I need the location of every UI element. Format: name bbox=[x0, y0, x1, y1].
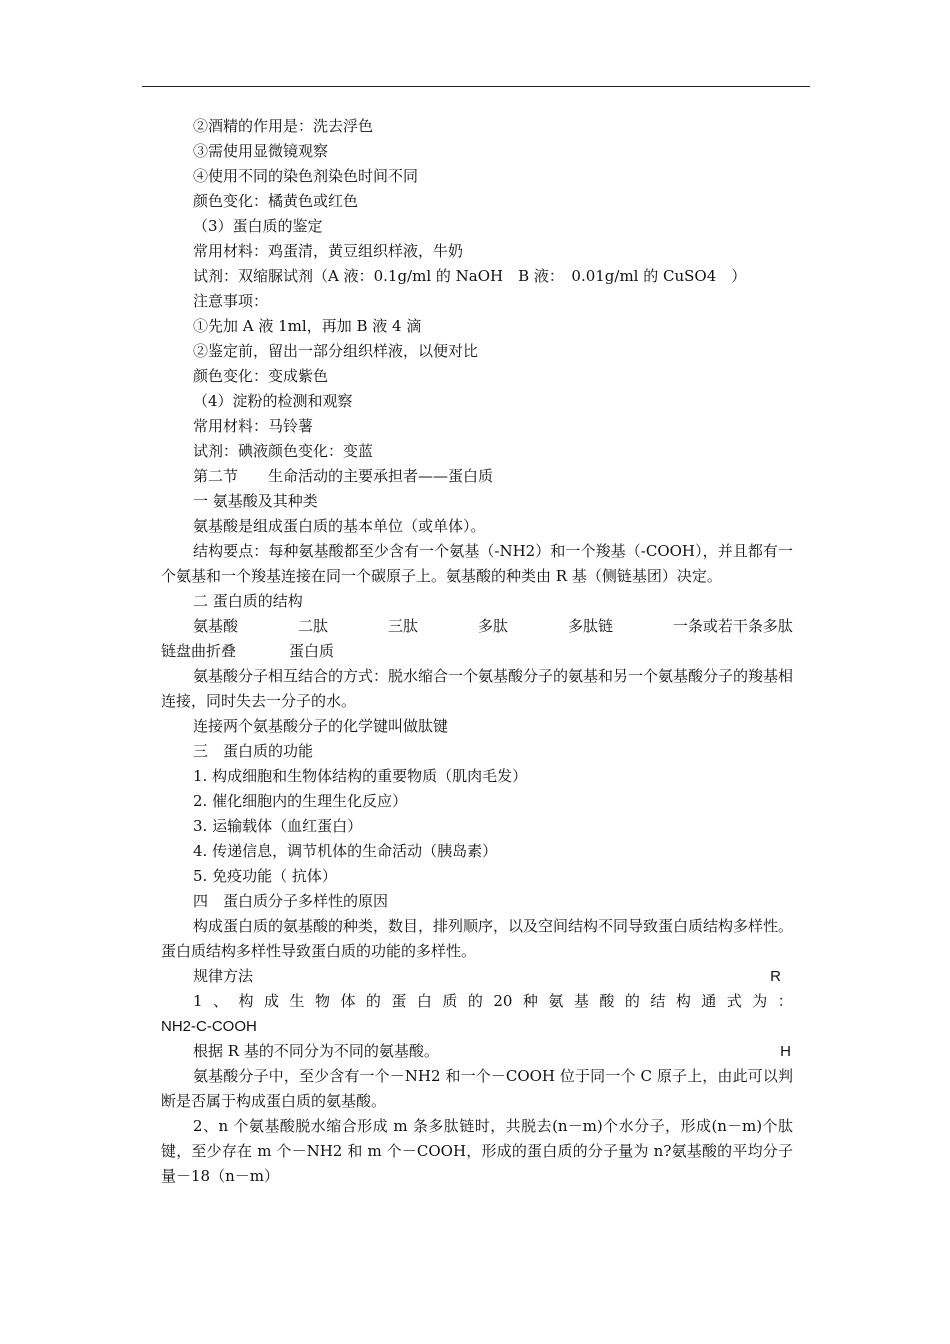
chain-item: 蛋白质 bbox=[289, 642, 335, 660]
rule-1-token: 1 bbox=[193, 992, 203, 1010]
text-line: ②鉴定前，留出一部分组织样液，以便对比 bbox=[193, 342, 479, 360]
document-body bbox=[161, 114, 793, 1189]
chain-item: 多肽链 bbox=[567, 617, 613, 635]
rule-1-token: 的 bbox=[624, 992, 640, 1010]
text-line: 常用材料：鸡蛋清，黄豆组织样液，牛奶 bbox=[193, 242, 464, 260]
rule-1-token: 质 bbox=[442, 992, 458, 1010]
rule-heading-row bbox=[161, 964, 793, 989]
section-heading: 四 蛋白质分子多样性的原因 bbox=[193, 892, 389, 910]
rule-1-token: 氨 bbox=[548, 992, 564, 1010]
list-item: 5. 免疫功能（ 抗体） bbox=[193, 867, 337, 885]
chapter-heading: 第二节 生命活动的主要承担者——蛋白质 bbox=[193, 467, 494, 485]
chain-item: 三肽 bbox=[387, 617, 418, 635]
formula-main: NH2-C-COOH bbox=[161, 1018, 257, 1035]
section-heading: （4）淀粉的检测和观察 bbox=[193, 392, 353, 410]
rule-1-token: 生 bbox=[289, 992, 305, 1010]
rule-1-token: 、 bbox=[213, 992, 229, 1010]
structure-chain bbox=[161, 614, 793, 639]
section-heading: 三 蛋白质的功能 bbox=[193, 742, 314, 760]
chain-item: 多肽 bbox=[477, 617, 508, 635]
text-line: ③需使用显微镜观察 bbox=[193, 142, 329, 160]
rule-1-token: 基 bbox=[573, 992, 589, 1010]
text-line: 注意事项： bbox=[193, 292, 269, 310]
rule-1-token: 物 bbox=[314, 992, 330, 1010]
chain-item: 二肽 bbox=[297, 617, 328, 635]
rule-1-token: 酸 bbox=[599, 992, 615, 1010]
rule-1-token: 种 bbox=[522, 992, 538, 1010]
text-line: ④使用不同的染色剂染色时间不同 bbox=[193, 167, 419, 185]
rule-1-token: 式 bbox=[726, 992, 742, 1010]
paragraph: 构成蛋白质的氨基酸的种类，数目，排列顺序，以及空间结构不同导致蛋白质结构多样性。蛋白质结构多样性导致蛋白质的功能的多样性。 bbox=[161, 917, 794, 960]
formula-r-mark: R bbox=[770, 968, 781, 985]
chain-item: 氨基酸 bbox=[193, 617, 239, 635]
rule-1-token: 白 bbox=[416, 992, 432, 1010]
list-item: 2. 催化细胞内的生理生化反应） bbox=[193, 792, 408, 810]
section-heading: 二 蛋白质的结构 bbox=[193, 592, 303, 610]
rule-1-token: 体 bbox=[340, 992, 356, 1010]
rule-heading: 规律方法 bbox=[193, 967, 254, 985]
text-line: 颜色变化：变成紫色 bbox=[193, 367, 329, 385]
rule-1-token: 的 bbox=[467, 992, 483, 1010]
rule-1-token: ： bbox=[777, 992, 793, 1010]
rule-1-token: 结 bbox=[650, 992, 666, 1010]
paragraph: 氨基酸分子相互结合的方式：脱水缩合一个氨基酸分子的氨基和另一个氨基酸分子的羧基相连接，同时失去一分子的水。 bbox=[161, 667, 794, 710]
list-item: 3. 运输载体（血红蛋白） bbox=[193, 817, 363, 835]
rule-1-token: 20 bbox=[493, 992, 513, 1010]
rule-1-token: 成 bbox=[263, 992, 279, 1010]
chain-item: 一条或若干条多肽 bbox=[672, 617, 793, 635]
text-line: 颜色变化：橘黄色或红色 bbox=[193, 192, 359, 210]
header-rule bbox=[142, 86, 810, 87]
rule-1-token: 为 bbox=[752, 992, 768, 1010]
rule-1-token: 构 bbox=[675, 992, 691, 1010]
text-line: ①先加 A 液 1ml，再加 B 液 4 滴 bbox=[193, 317, 422, 335]
list-item: 4. 传递信息，调节机体的生命活动（胰岛素） bbox=[193, 842, 498, 860]
text-line: 氨基酸是组成蛋白质的基本单位（或单体）。 bbox=[193, 517, 486, 535]
formula-h-mark: H bbox=[780, 1043, 791, 1060]
structure-chain-cont bbox=[161, 639, 793, 664]
text-line: ②酒精的作用是：洗去浮色 bbox=[193, 117, 374, 135]
paragraph: 2、n 个氨基酸脱水缩合形成 m 条多肽链时，共脱去(n－m)个水分子，形成(n－m)个肽键，至少存在 m 个－NH2 和 m 个－COOH，形成的蛋白质的分子量为 n?氨基酸的平均分子量－18（n－m） bbox=[161, 1117, 793, 1185]
text-line: 连接两个氨基酸分子的化学键叫做肽键 bbox=[193, 717, 449, 735]
text-line: 试剂：双缩脲试剂（A 液：0.1g/ml 的 NaOH B 液： 0.01g/ml 的 CuSO4 ） bbox=[193, 267, 747, 285]
rule-1-line bbox=[161, 989, 793, 1014]
rule-1-token: 构 bbox=[238, 992, 254, 1010]
rule-1-token: 蛋 bbox=[391, 992, 407, 1010]
text-line: 根据 R 基的不同分为不同的氨基酸。 bbox=[193, 1042, 439, 1060]
text-line: 试剂：碘液颜色变化：变蓝 bbox=[193, 442, 374, 460]
list-item: 1. 构成细胞和生物体结构的重要物质（肌肉毛发） bbox=[193, 767, 528, 785]
r-group-row bbox=[161, 1039, 793, 1064]
paragraph: 结构要点：每种氨基酸都至少含有一个氨基（-NH2）和一个羧基（-COOH），并且都有一个氨基和一个羧基连接在同一个碳原子上。氨基酸的种类由 R 基（侧链基团）决定。 bbox=[161, 542, 793, 585]
chain-item: 链盘曲折叠 bbox=[161, 642, 237, 660]
rule-1-token: 通 bbox=[701, 992, 717, 1010]
text-line: 常用材料：马铃薯 bbox=[193, 417, 314, 435]
section-heading: 一 氨基酸及其种类 bbox=[193, 492, 318, 510]
rule-1-token: 的 bbox=[365, 992, 381, 1010]
section-heading: （3）蛋白质的鉴定 bbox=[193, 217, 323, 235]
paragraph: 氨基酸分子中，至少含有一个－NH2 和一个－COOH 位于同一个 C 原子上，由此可以判断是否属于构成蛋白质的氨基酸。 bbox=[161, 1067, 793, 1110]
